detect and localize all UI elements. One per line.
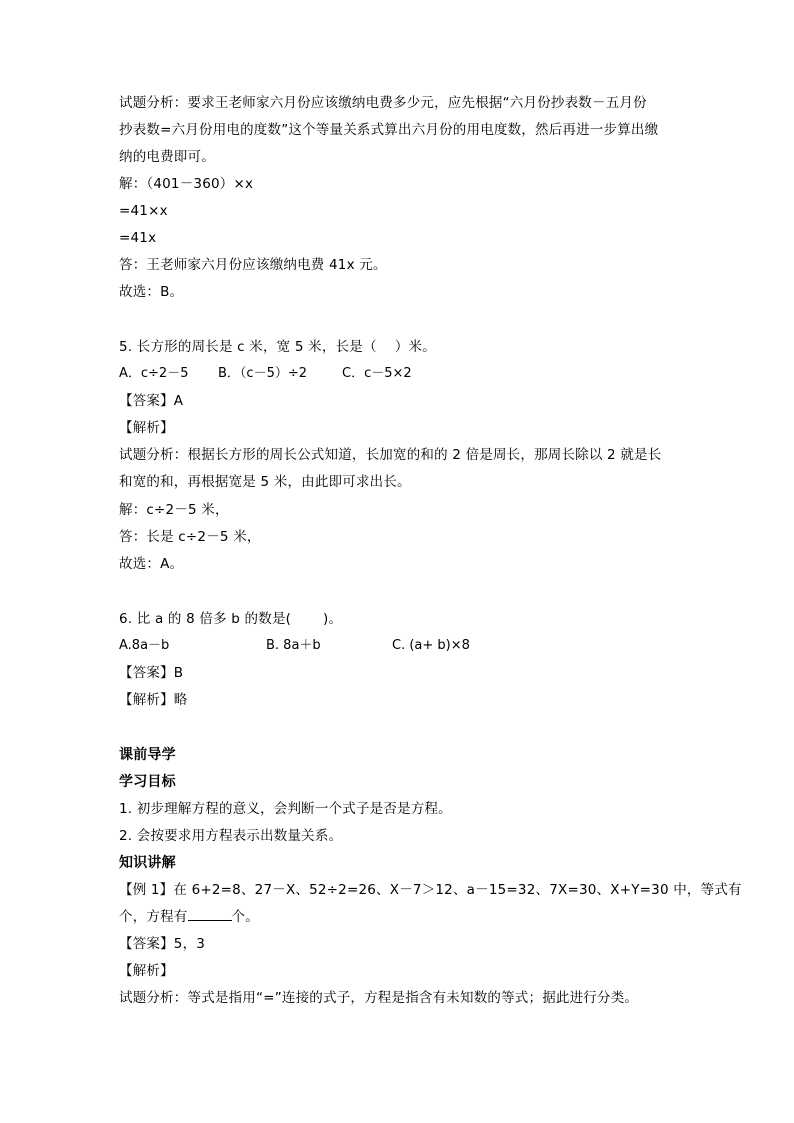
fill-in-blank [188, 908, 232, 921]
example-1-line-2 [119, 908, 259, 926]
q5-choice: 故选：A。 [119, 556, 184, 572]
prev-answer: 答：王老师家六月份应该缴纳电费 41x 元。 [119, 257, 387, 273]
learning-goal-1: 1. 初步理解方程的意义，会判断一个式子是否是方程。 [119, 801, 452, 817]
prev-solution-line-1: 解：（401－360）×x [119, 176, 254, 192]
q5-question: 5. 长方形的周长是 c 米，宽 5 米，长是（ ）米。 [119, 339, 436, 355]
learning-goal-2: 2. 会按要求用方程表示出数量关系。 [119, 828, 343, 844]
learning-goals-title: 学习目标 [119, 774, 176, 790]
q6-analysis: 【解析】略 [119, 692, 188, 708]
q5-option-b: B．（c－5）÷2 [218, 366, 308, 381]
q5-option-a: A．c÷2－5 [119, 366, 189, 381]
prev-analysis-line-3: 纳的电费即可。 [119, 149, 215, 165]
q5-option-c: C．c－5×2 [342, 366, 412, 381]
example-1-analysis-title: 【解析】 [119, 963, 174, 979]
q6-option-a: A.8a－b [119, 638, 170, 653]
q5-analysis-title: 【解析】 [119, 420, 174, 436]
prev-solution-line-3: =41x [119, 230, 157, 246]
section-title: 课前导学 [119, 747, 176, 763]
q6-option-c: C. (a+ b)×8 [392, 638, 470, 653]
prev-analysis-line-1: 试题分析：要求王老师家六月份应该缴纳电费多少元，应先根据“六月份抄表数－五月份 [119, 95, 647, 111]
q6-answer: 【答案】B [119, 665, 184, 681]
q5-answer-statement: 答：长是 c÷2－5 米， [119, 529, 261, 545]
q5-analysis-line-1: 试题分析：根据长方形的周长公式知道，长加宽的和的 2 倍是周长，那周长除以 2 就是长 [119, 447, 662, 463]
knowledge-title: 知识讲解 [119, 855, 176, 871]
prev-analysis-line-2: 抄表数=六月份用电的度数”这个等量关系式算出六月份的用电度数，然后再进一步算出缴 [119, 122, 659, 138]
example-1-analysis: 试题分析：等式是指用“=”连接的式子，方程是指含有未知数的等式；据此进行分类。 [119, 990, 639, 1006]
example-1-text-b: 个。 [231, 909, 259, 925]
q6-question: 6. 比 a 的 8 倍多 b 的数是( )。 [119, 611, 343, 627]
prev-solution-line-2: =41×x [119, 203, 168, 219]
q5-solution: 解：c÷2－5 米， [119, 502, 229, 518]
q5-analysis-line-2: 和宽的和，再根据宽是 5 米，由此即可求出长。 [119, 474, 411, 490]
example-1-line-1: 【例 1】在 6+2=8、27－X、52÷2=26、X－7＞12、a－15=32、7X=30、X+Y=30 中，等式有 [119, 882, 742, 898]
prev-choice: 故选：B。 [119, 284, 184, 300]
q5-answer: 【答案】A [119, 393, 184, 409]
example-1-answer: 【答案】5，3 [119, 936, 206, 952]
example-1-text-a: 个，方程有 [119, 909, 188, 925]
q6-option-b: B. 8a＋b [266, 638, 321, 653]
